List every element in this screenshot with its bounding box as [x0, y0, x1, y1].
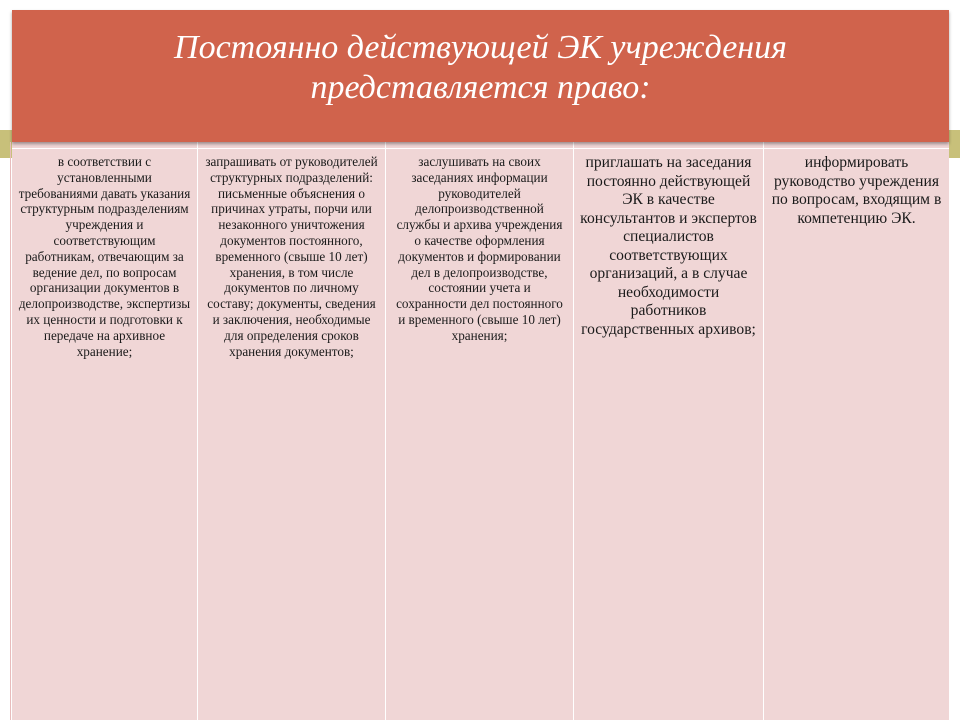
- table-column-4: [574, 142, 764, 720]
- slide-title: [12, 28, 949, 108]
- column-2-text: запрашивать от руководителей структурных подразделений: письменные объяснения о причинах утраты, порчи или незаконного уничтожения документов постоянного, временного (свыше 10 лет) хранения, в том числе документов по личному составу; документы, сведения и заключения, необходимые для определения сроков хранения документов;: [205, 154, 378, 359]
- column-3-text: заслушивать на своих заседаниях информации руководителей делопроизводственной службы и архива учреждения о качестве оформления документов и формировании дел в делопроизводстве, состоянии учета и сохранности дел постоянного и временного (свыше 10 лет) хранения;: [396, 154, 563, 343]
- table-column-5: [764, 142, 949, 720]
- title-line-1: Постоянно действующей ЭК учреждения: [174, 29, 787, 66]
- table-left-edge: [10, 142, 11, 720]
- column-1-text: в соответствии с установленными требованиями давать указания структурным подразделениям учреждения и соответствующим работникам, отвечающим за ведение дел, по вопросам организации документов в делопроизводстве, экспертизы их ценности и подготовки к передаче на архивное хранение;: [18, 154, 191, 359]
- rights-table: [12, 142, 949, 720]
- title-line-2: представляется право:: [310, 69, 651, 106]
- column-4-text: приглашать на заседания постоянно действующей ЭК в качестве консультантов и экспертов специалистов соответствующих организаций, а в случае необходимости работников государственных архивов;: [580, 154, 757, 338]
- table-column-2: [198, 142, 386, 720]
- table-column-1: [12, 142, 198, 720]
- table-column-3: [386, 142, 574, 720]
- column-5-text: информировать руководство учреждения по вопросам, входящим в компетенцию ЭК.: [771, 154, 942, 227]
- slide-header: [12, 10, 949, 142]
